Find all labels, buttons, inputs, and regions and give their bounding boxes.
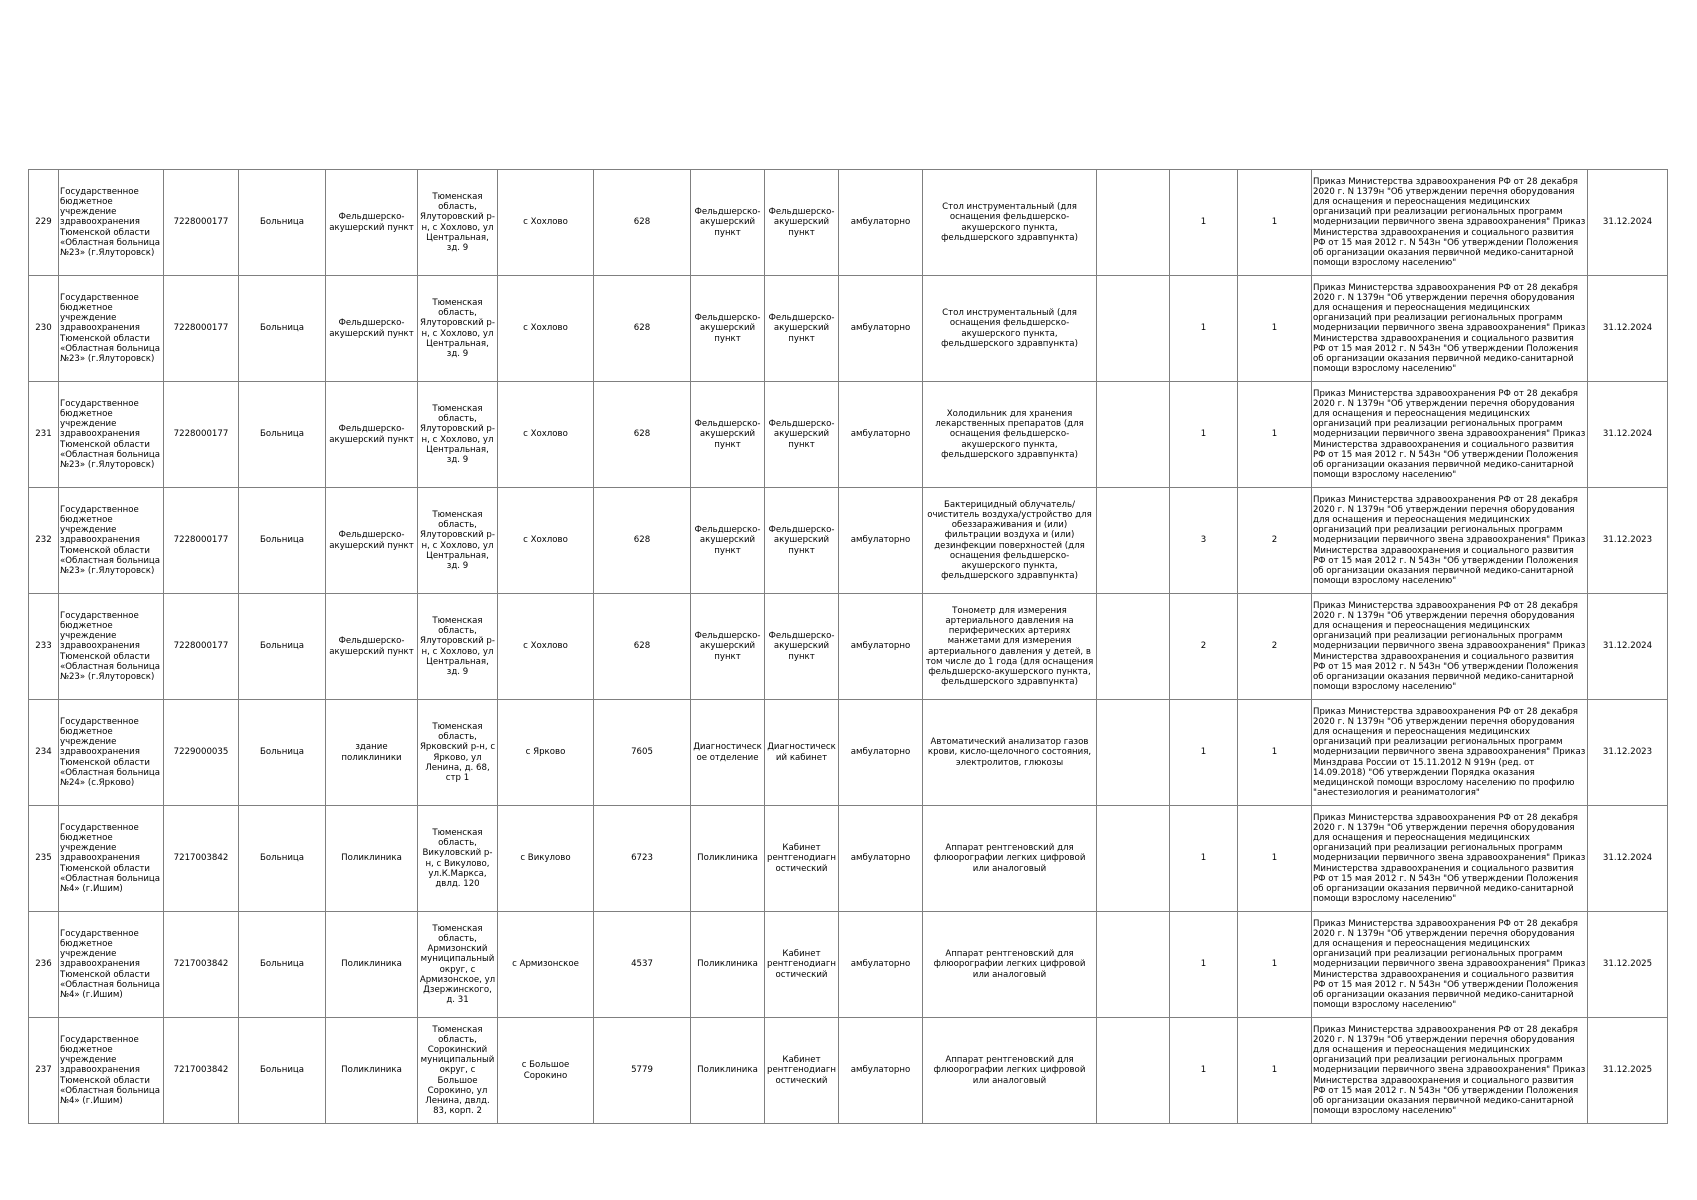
quantity-b-cell: 1 <box>1238 276 1312 382</box>
building-cell: Поликлиника <box>326 806 418 912</box>
address-cell: Тюменская область, Ялуторовский р-н, с Хохлово, ул Центральная, зд. 9 <box>418 276 498 382</box>
population-cell: 5779 <box>594 1018 691 1124</box>
building-cell: Фельдшерско-акушерский пункт <box>326 170 418 276</box>
row-number-cell: 232 <box>29 488 59 594</box>
quantity-b-cell: 1 <box>1238 170 1312 276</box>
quantity-a-cell: 3 <box>1170 488 1238 594</box>
settlement-cell: с Хохлово <box>498 382 594 488</box>
table-body <box>29 170 1668 1124</box>
code-cell <box>1097 806 1170 912</box>
quantity-b-cell: 1 <box>1238 700 1312 806</box>
settlement-cell: с Хохлово <box>498 488 594 594</box>
organization-cell: Государственное бюджетное учреждение здравоохранения Тюменской области «Областная больница №4» (г.Ишим) <box>59 806 164 912</box>
facility-type-cell: Больница <box>239 594 326 700</box>
table-row <box>29 594 1668 700</box>
code-cell <box>1097 912 1170 1018</box>
division-cell: Фельдшерско-акушерский пункт <box>691 594 765 700</box>
deadline-date-cell: 31.12.2024 <box>1588 594 1668 700</box>
division-cell: Поликлиника <box>691 912 765 1018</box>
facility-type-cell: Больница <box>239 488 326 594</box>
row-number-cell: 230 <box>29 276 59 382</box>
settlement-cell: с Хохлово <box>498 170 594 276</box>
legal-basis-cell: Приказ Министерства здравоохранения РФ от 28 декабря 2020 г. N 1379н "Об утверждении перечня оборудования для оснащения и переоснащения медицинских организаций при реализации региональных программ модернизации первичного звена здравоохранения" Приказ Министерства здравоохранения и социального развития РФ от 15 мая 2012 г. N 543н "Об утверждении Положения об организации оказания первичной медико-санитарной помощи взрослому населению" <box>1312 912 1588 1018</box>
address-cell: Тюменская область, Ярковский р-н, с Ярково, ул Ленина, д. 68, стр 1 <box>418 700 498 806</box>
deadline-date-cell: 31.12.2024 <box>1588 806 1668 912</box>
settlement-cell: с Ярково <box>498 700 594 806</box>
row-number-cell: 231 <box>29 382 59 488</box>
care-type-cell: амбулаторно <box>839 382 923 488</box>
quantity-a-cell: 1 <box>1170 1018 1238 1124</box>
room-cell: Диагностический кабинет <box>765 700 839 806</box>
inn-cell: 7217003842 <box>164 1018 239 1124</box>
room-cell: Фельдшерско-акушерский пункт <box>765 170 839 276</box>
legal-basis-cell: Приказ Министерства здравоохранения РФ от 28 декабря 2020 г. N 1379н "Об утверждении перечня оборудования для оснащения и переоснащения медицинских организаций при реализации региональных программ модернизации первичного звена здравоохранения" Приказ Министерства здравоохранения и социального развития РФ от 15 мая 2012 г. N 543н "Об утверждении Положения об организации оказания первичной медико-санитарной помощи взрослому населению" <box>1312 170 1588 276</box>
facility-type-cell: Больница <box>239 276 326 382</box>
equipment-name-cell: Тонометр для измерения артериального давления на периферических артериях манжетами для измерения артериального давления у детей, в том числе до 1 года (для оснащения фельдшерско-акушерского пункта, фельдшерского здравпункта) <box>923 594 1097 700</box>
room-cell: Кабинет рентгенодиагностический <box>765 806 839 912</box>
settlement-cell: с Хохлово <box>498 594 594 700</box>
address-cell: Тюменская область, Ялуторовский р-н, с Хохлово, ул Центральная, зд. 9 <box>418 382 498 488</box>
quantity-a-cell: 1 <box>1170 170 1238 276</box>
facility-type-cell: Больница <box>239 700 326 806</box>
organization-cell: Государственное бюджетное учреждение здравоохранения Тюменской области «Областная больница №23» (г.Ялуторовск) <box>59 170 164 276</box>
quantity-b-cell: 1 <box>1238 382 1312 488</box>
population-cell: 628 <box>594 170 691 276</box>
care-type-cell: амбулаторно <box>839 1018 923 1124</box>
quantity-a-cell: 1 <box>1170 700 1238 806</box>
code-cell <box>1097 170 1170 276</box>
division-cell: Фельдшерско-акушерский пункт <box>691 276 765 382</box>
address-cell: Тюменская область, Армизонский муниципальный округ, с Армизонское, ул Дзержинского, д. 31 <box>418 912 498 1018</box>
inn-cell: 7228000177 <box>164 170 239 276</box>
table-row <box>29 276 1668 382</box>
population-cell: 628 <box>594 488 691 594</box>
facility-type-cell: Больница <box>239 382 326 488</box>
room-cell: Кабинет рентгенодиагностический <box>765 1018 839 1124</box>
room-cell: Фельдшерско-акушерский пункт <box>765 488 839 594</box>
row-number-cell: 229 <box>29 170 59 276</box>
deadline-date-cell: 31.12.2024 <box>1588 170 1668 276</box>
inn-cell: 7228000177 <box>164 382 239 488</box>
deadline-date-cell: 31.12.2025 <box>1588 1018 1668 1124</box>
facility-type-cell: Больница <box>239 1018 326 1124</box>
inn-cell: 7228000177 <box>164 594 239 700</box>
equipment-table <box>28 169 1668 1124</box>
equipment-name-cell: Автоматический анализатор газов крови, кисло-щелочного состояния, электролитов, глюкозы <box>923 700 1097 806</box>
legal-basis-cell: Приказ Министерства здравоохранения РФ от 28 декабря 2020 г. N 1379н "Об утверждении перечня оборудования для оснащения и переоснащения медицинских организаций при реализации региональных программ модернизации первичного звена здравоохранения" Приказ Министерства здравоохранения и социального развития РФ от 15 мая 2012 г. N 543н "Об утверждении Положения об организации оказания первичной медико-санитарной помощи взрослому населению" <box>1312 1018 1588 1124</box>
population-cell: 6723 <box>594 806 691 912</box>
room-cell: Фельдшерско-акушерский пункт <box>765 594 839 700</box>
inn-cell: 7217003842 <box>164 806 239 912</box>
deadline-date-cell: 31.12.2025 <box>1588 912 1668 1018</box>
code-cell <box>1097 1018 1170 1124</box>
quantity-b-cell: 1 <box>1238 806 1312 912</box>
facility-type-cell: Больница <box>239 170 326 276</box>
code-cell <box>1097 700 1170 806</box>
deadline-date-cell: 31.12.2023 <box>1588 488 1668 594</box>
organization-cell: Государственное бюджетное учреждение здравоохранения Тюменской области «Областная больница №23» (г.Ялуторовск) <box>59 276 164 382</box>
inn-cell: 7228000177 <box>164 276 239 382</box>
care-type-cell: амбулаторно <box>839 700 923 806</box>
care-type-cell: амбулаторно <box>839 912 923 1018</box>
division-cell: Поликлиника <box>691 806 765 912</box>
address-cell: Тюменская область, Ялуторовский р-н, с Хохлово, ул Центральная, зд. 9 <box>418 594 498 700</box>
equipment-name-cell: Бактерицидный облучатель/очиститель воздуха/устройство для обеззараживания и (или) фильтрации воздуха и (или) дезинфекции поверхностей (для оснащения фельдшерско-акушерского пункта, фельдшерского здравпункта) <box>923 488 1097 594</box>
equipment-name-cell: Аппарат рентгеновский для флюорографии легких цифровой или аналоговый <box>923 912 1097 1018</box>
settlement-cell: с Викулово <box>498 806 594 912</box>
table-row <box>29 170 1668 276</box>
division-cell: Фельдшерско-акушерский пункт <box>691 382 765 488</box>
population-cell: 628 <box>594 594 691 700</box>
organization-cell: Государственное бюджетное учреждение здравоохранения Тюменской области «Областная больница №23» (г.Ялуторовск) <box>59 382 164 488</box>
row-number-cell: 234 <box>29 700 59 806</box>
building-cell: Фельдшерско-акушерский пункт <box>326 594 418 700</box>
quantity-a-cell: 1 <box>1170 912 1238 1018</box>
population-cell: 628 <box>594 276 691 382</box>
legal-basis-cell: Приказ Министерства здравоохранения РФ от 28 декабря 2020 г. N 1379н "Об утверждении перечня оборудования для оснащения и переоснащения медицинских организаций при реализации региональных программ модернизации первичного звена здравоохранения" Приказ Министерства здравоохранения и социального развития РФ от 15 мая 2012 г. N 543н "Об утверждении Положения об организации оказания первичной медико-санитарной помощи взрослому населению" <box>1312 382 1588 488</box>
equipment-name-cell: Стол инструментальный (для оснащения фельдшерско-акушерского пункта, фельдшерского здравпункта) <box>923 170 1097 276</box>
legal-basis-cell: Приказ Министерства здравоохранения РФ от 28 декабря 2020 г. N 1379н "Об утверждении перечня оборудования для оснащения и переоснащения медицинских организаций при реализации региональных программ модернизации первичного звена здравоохранения" Приказ Министерства здравоохранения и социального развития РФ от 15 мая 2012 г. N 543н "Об утверждении Положения об организации оказания первичной медико-санитарной помощи взрослому населению" <box>1312 276 1588 382</box>
quantity-a-cell: 1 <box>1170 806 1238 912</box>
code-cell <box>1097 382 1170 488</box>
settlement-cell: с Большое Сорокино <box>498 1018 594 1124</box>
row-number-cell: 236 <box>29 912 59 1018</box>
organization-cell: Государственное бюджетное учреждение здравоохранения Тюменской области «Областная больница №24» (с.Ярково) <box>59 700 164 806</box>
population-cell: 4537 <box>594 912 691 1018</box>
table-row <box>29 1018 1668 1124</box>
care-type-cell: амбулаторно <box>839 276 923 382</box>
address-cell: Тюменская область, Викуловский р-н, с Викулово, ул.К.Маркса, двлд. 120 <box>418 806 498 912</box>
deadline-date-cell: 31.12.2024 <box>1588 276 1668 382</box>
table-row <box>29 700 1668 806</box>
building-cell: Фельдшерско-акушерский пункт <box>326 276 418 382</box>
deadline-date-cell: 31.12.2024 <box>1588 382 1668 488</box>
legal-basis-cell: Приказ Министерства здравоохранения РФ от 28 декабря 2020 г. N 1379н "Об утверждении перечня оборудования для оснащения и переоснащения медицинских организаций при реализации региональных программ модернизации первичного звена здравоохранения" Приказ Минздрава России от 15.11.2012 N 919н (ред. от 14.09.2018) "Об утверждении Порядка оказания медицинской помощи взрослому населению по профилю "анестезиология и реаниматология" <box>1312 700 1588 806</box>
address-cell: Тюменская область, Сорокинский муниципальный округ, с Большое Сорокино, ул Ленина, двлд. 83, корп. 2 <box>418 1018 498 1124</box>
legal-basis-cell: Приказ Министерства здравоохранения РФ от 28 декабря 2020 г. N 1379н "Об утверждении перечня оборудования для оснащения и переоснащения медицинских организаций при реализации региональных программ модернизации первичного звена здравоохранения" Приказ Министерства здравоохранения и социального развития РФ от 15 мая 2012 г. N 543н "Об утверждении Положения об организации оказания первичной медико-санитарной помощи взрослому населению" <box>1312 488 1588 594</box>
division-cell: Фельдшерско-акушерский пункт <box>691 488 765 594</box>
quantity-b-cell: 2 <box>1238 594 1312 700</box>
building-cell: Фельдшерско-акушерский пункт <box>326 382 418 488</box>
legal-basis-cell: Приказ Министерства здравоохранения РФ от 28 декабря 2020 г. N 1379н "Об утверждении перечня оборудования для оснащения и переоснащения медицинских организаций при реализации региональных программ модернизации первичного звена здравоохранения" Приказ Министерства здравоохранения и социального развития РФ от 15 мая 2012 г. N 543н "Об утверждении Положения об организации оказания первичной медико-санитарной помощи взрослому населению" <box>1312 806 1588 912</box>
quantity-a-cell: 2 <box>1170 594 1238 700</box>
settlement-cell: с Армизонское <box>498 912 594 1018</box>
row-number-cell: 237 <box>29 1018 59 1124</box>
address-cell: Тюменская область, Ялуторовский р-н, с Хохлово, ул Центральная, зд. 9 <box>418 488 498 594</box>
table-row <box>29 488 1668 594</box>
care-type-cell: амбулаторно <box>839 170 923 276</box>
inn-cell: 7228000177 <box>164 488 239 594</box>
population-cell: 628 <box>594 382 691 488</box>
quantity-b-cell: 1 <box>1238 912 1312 1018</box>
care-type-cell: амбулаторно <box>839 806 923 912</box>
code-cell <box>1097 594 1170 700</box>
quantity-b-cell: 2 <box>1238 488 1312 594</box>
organization-cell: Государственное бюджетное учреждение здравоохранения Тюменской области «Областная больница №23» (г.Ялуторовск) <box>59 488 164 594</box>
code-cell <box>1097 276 1170 382</box>
population-cell: 7605 <box>594 700 691 806</box>
division-cell: Поликлиника <box>691 1018 765 1124</box>
equipment-name-cell: Стол инструментальный (для оснащения фельдшерско-акушерского пункта, фельдшерского здравпункта) <box>923 276 1097 382</box>
address-cell: Тюменская область, Ялуторовский р-н, с Хохлово, ул Центральная, зд. 9 <box>418 170 498 276</box>
division-cell: Диагностическое отделение <box>691 700 765 806</box>
facility-type-cell: Больница <box>239 806 326 912</box>
organization-cell: Государственное бюджетное учреждение здравоохранения Тюменской области «Областная больница №4» (г.Ишим) <box>59 1018 164 1124</box>
room-cell: Фельдшерско-акушерский пункт <box>765 276 839 382</box>
building-cell: здание поликлиники <box>326 700 418 806</box>
care-type-cell: амбулаторно <box>839 488 923 594</box>
quantity-a-cell: 1 <box>1170 382 1238 488</box>
inn-cell: 7217003842 <box>164 912 239 1018</box>
quantity-b-cell: 1 <box>1238 1018 1312 1124</box>
room-cell: Фельдшерско-акушерский пункт <box>765 382 839 488</box>
building-cell: Поликлиника <box>326 912 418 1018</box>
table-row <box>29 912 1668 1018</box>
inn-cell: 7229000035 <box>164 700 239 806</box>
equipment-name-cell: Аппарат рентгеновский для флюорографии легких цифровой или аналоговый <box>923 806 1097 912</box>
row-number-cell: 235 <box>29 806 59 912</box>
facility-type-cell: Больница <box>239 912 326 1018</box>
building-cell: Поликлиника <box>326 1018 418 1124</box>
equipment-name-cell: Аппарат рентгеновский для флюорографии легких цифровой или аналоговый <box>923 1018 1097 1124</box>
care-type-cell: амбулаторно <box>839 594 923 700</box>
deadline-date-cell: 31.12.2023 <box>1588 700 1668 806</box>
building-cell: Фельдшерско-акушерский пункт <box>326 488 418 594</box>
organization-cell: Государственное бюджетное учреждение здравоохранения Тюменской области «Областная больница №23» (г.Ялуторовск) <box>59 594 164 700</box>
table-row <box>29 806 1668 912</box>
equipment-name-cell: Холодильник для хранения лекарственных препаратов (для оснащения фельдшерско-акушерского пункта, фельдшерского здравпункта) <box>923 382 1097 488</box>
table-row <box>29 382 1668 488</box>
quantity-a-cell: 1 <box>1170 276 1238 382</box>
settlement-cell: с Хохлово <box>498 276 594 382</box>
row-number-cell: 233 <box>29 594 59 700</box>
code-cell <box>1097 488 1170 594</box>
legal-basis-cell: Приказ Министерства здравоохранения РФ от 28 декабря 2020 г. N 1379н "Об утверждении перечня оборудования для оснащения и переоснащения медицинских организаций при реализации региональных программ модернизации первичного звена здравоохранения" Приказ Министерства здравоохранения и социального развития РФ от 15 мая 2012 г. N 543н "Об утверждении Положения об организации оказания первичной медико-санитарной помощи взрослому населению" <box>1312 594 1588 700</box>
division-cell: Фельдшерско-акушерский пункт <box>691 170 765 276</box>
organization-cell: Государственное бюджетное учреждение здравоохранения Тюменской области «Областная больница №4» (г.Ишим) <box>59 912 164 1018</box>
room-cell: Кабинет рентгенодиагностический <box>765 912 839 1018</box>
